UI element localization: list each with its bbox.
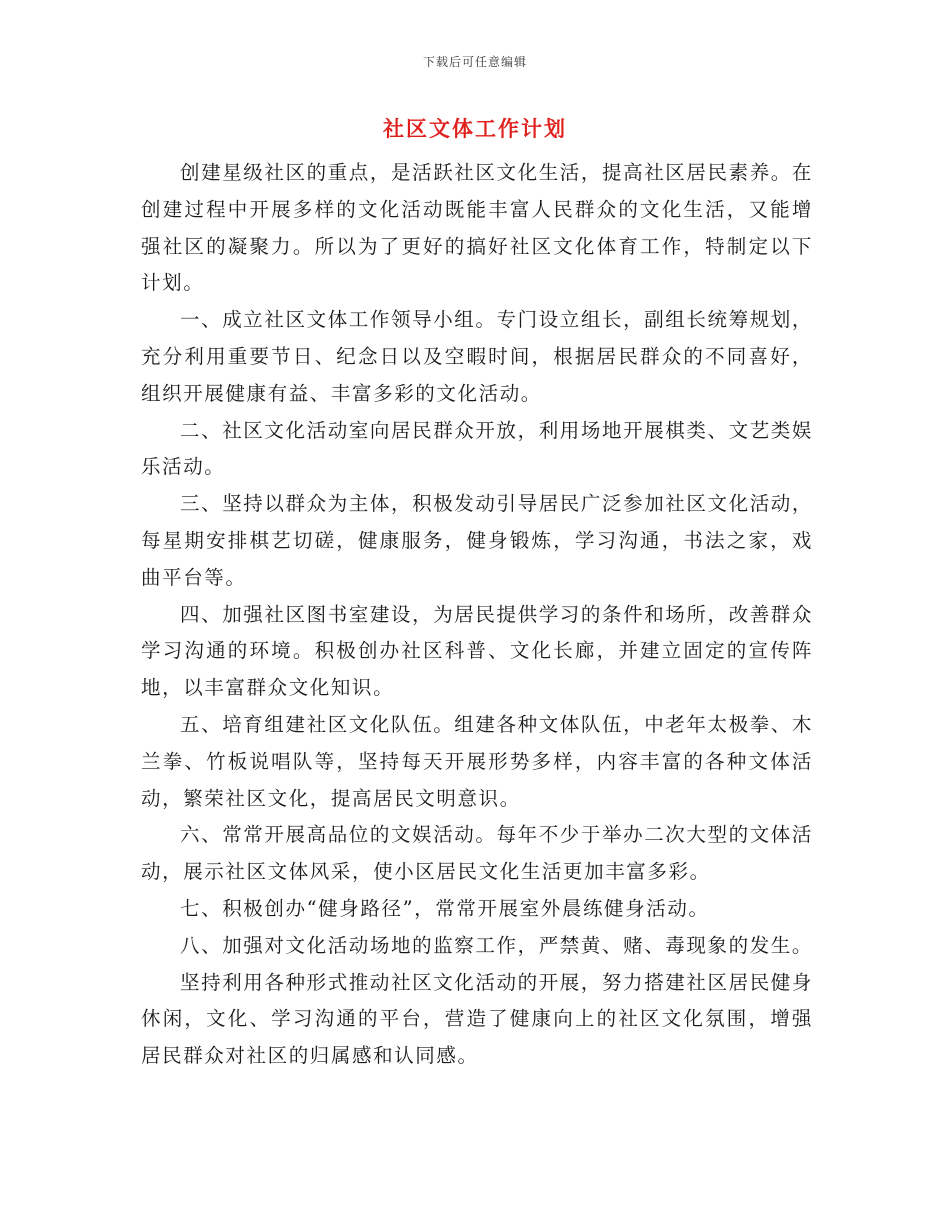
header-note: 下载后可任意编辑 <box>422 55 527 69</box>
document-body <box>141 155 813 1075</box>
paragraph-item-3: 三、坚持以群众为主体，积极发动引导居民广泛参加社区文化活动，每星期安排棋艺切磋，健康服务，健身锻炼，学习沟通，书法之家，戏曲平台等。 <box>141 492 814 589</box>
paragraph-item-8: 八、加强对文化活动场地的监察工作，严禁黄、赌、毒现象的发生。 <box>180 933 814 957</box>
paragraph-item-2: 二、社区文化活动室向居民群众开放，利用场地开展棋类、文艺类娱乐活动。 <box>141 418 814 479</box>
paragraph-item-5: 五、培育组建社区文化队伍。组建各种文体队伍，中老年太极拳、木兰拳、竹板说唱队等，坚持每天开展形势多样，内容丰富的各种文体活动，繁荣社区文化，提高居民文明意识。 <box>141 712 814 810</box>
paragraph-item-7: 七、积极创办“健身路径”，常常开展室外晨练健身活动。 <box>180 896 710 920</box>
intro-paragraph: 创建星级社区的重点，是活跃社区文化生活，提高社区居民素养。在创建过程中开展多样的文化活动既能丰富人民群众的文化生活，又能增强社区的凝聚力。所以为了更好的搞好社区文化体育工作，特制定以下计划。 <box>141 161 814 295</box>
paragraph-item-6: 六、常常开展高品位的文娱活动。每年不少于举办二次大型的文体活动，展示社区文体风采，使小区居民文化生活更加丰富多彩。 <box>141 823 814 884</box>
document-title: 社区文体工作计划 <box>383 116 567 141</box>
paragraph-item-4: 四、加强社区图书室建设，为居民提供学习的条件和场所，改善群众学习沟通的环境。积极创办社区科普、文化长廊，并建立固定的宣传阵地，以丰富群众文化知识。 <box>141 602 814 700</box>
closing-paragraph: 坚持利用各种形式推动社区文化活动的开展，努力搭建社区居民健身休闲，文化、学习沟通的平台，营造了健康向上的社区文化氛围，增强居民群众对社区的归属感和认同感。 <box>141 970 814 1068</box>
paragraph-item-1: 一、成立社区文体工作领导小组。专门设立组长，副组长统筹规划，充分利用重要节日、纪念日以及空暇时间，根据居民群众的不同喜好，组织开展健康有益、丰富多彩的文化活动。 <box>141 308 814 405</box>
